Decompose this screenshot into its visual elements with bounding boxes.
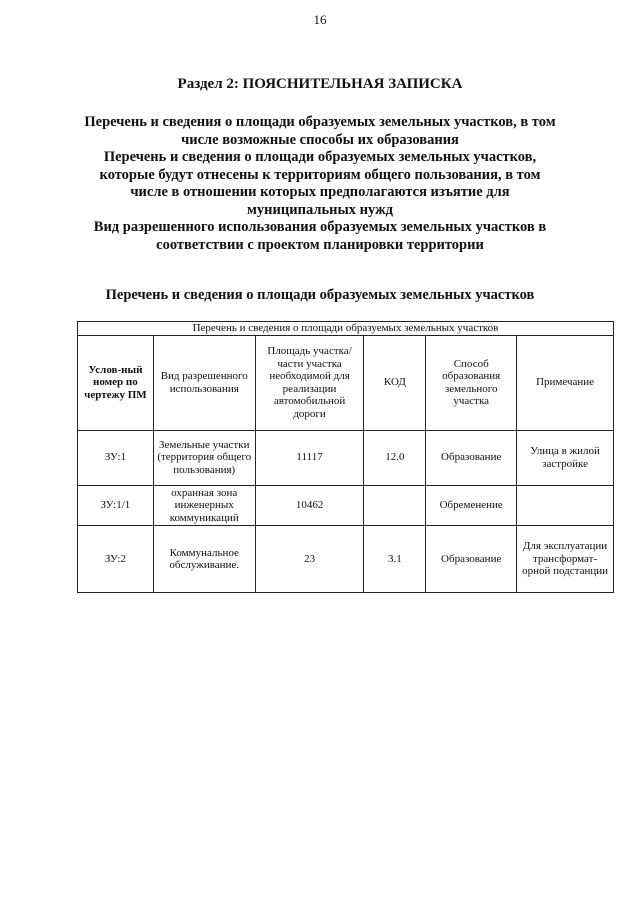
page-number: 16	[313, 12, 327, 27]
cell-code	[364, 485, 426, 526]
intro-line: числе возможные способы их образования	[181, 131, 459, 148]
intro-line: числе в отношении которых предполагаются изъятие для	[130, 184, 510, 200]
cell-permitted-use: Земельные участки (территория общего пользования)	[153, 430, 255, 485]
intro-line: соответствии с проектом планировки территории	[156, 236, 484, 253]
cell-note: Улица в жилой застройке	[517, 430, 614, 485]
table-row	[78, 430, 614, 485]
cell-formation-method: Образование	[426, 430, 517, 485]
table-caption: Перечень и сведения о площади образуемых земельных участков	[78, 322, 614, 336]
cell-number: ЗУ:1	[78, 430, 154, 485]
cell-formation-method: Обременение	[426, 485, 517, 526]
cell-permitted-use: Коммунальное обслуживание.	[153, 526, 255, 593]
section-title: Раздел 2: ПОЯСНИТЕЛЬНАЯ ЗАПИСКА	[177, 76, 463, 92]
header-conditional-number: Услов-ный номер по чертежу ПМ	[78, 335, 154, 430]
cell-permitted-use: охранная зона инженерных коммуникаций	[153, 485, 255, 526]
intro-text	[60, 114, 580, 254]
cell-number: ЗУ:1/1	[78, 485, 154, 526]
intro-line: Перечень и сведения о площади образуемых земельных участков,	[103, 149, 537, 165]
cell-formation-method: Образование	[426, 526, 517, 593]
table-heading: Перечень и сведения о площади образуемых земельных участков	[105, 287, 535, 303]
intro-line: Вид разрешенного использования образуемых земельных участков в	[93, 219, 547, 235]
header-permitted-use: Вид разрешенного использования	[153, 335, 255, 430]
header-code: КОД	[364, 335, 426, 430]
header-formation-method: Способ образования земельного участка	[426, 335, 517, 430]
table-row	[78, 526, 614, 593]
cell-area: 23	[255, 526, 364, 593]
intro-line: Перечень и сведения о площади образуемых земельных участков, в том	[84, 114, 556, 130]
header-note: Примечание	[517, 335, 614, 430]
cell-number: ЗУ:2	[78, 526, 154, 593]
cell-note: Для эксплуатации трансформат-орной подстанции	[517, 526, 614, 593]
table-row	[78, 485, 614, 526]
cell-area: 10462	[255, 485, 364, 526]
intro-line: муниципальных нужд	[247, 201, 393, 218]
cell-area: 11117	[255, 430, 364, 485]
header-area: Площадь участка/части участка необходимой для реализации автомобильной дороги	[255, 335, 364, 430]
cell-code: 3.1	[364, 526, 426, 593]
cell-code: 12.0	[364, 430, 426, 485]
intro-line: которые будут отнесены к территориям общего пользования, в том	[99, 166, 541, 183]
land-plots-table	[77, 321, 614, 593]
cell-note	[517, 485, 614, 526]
